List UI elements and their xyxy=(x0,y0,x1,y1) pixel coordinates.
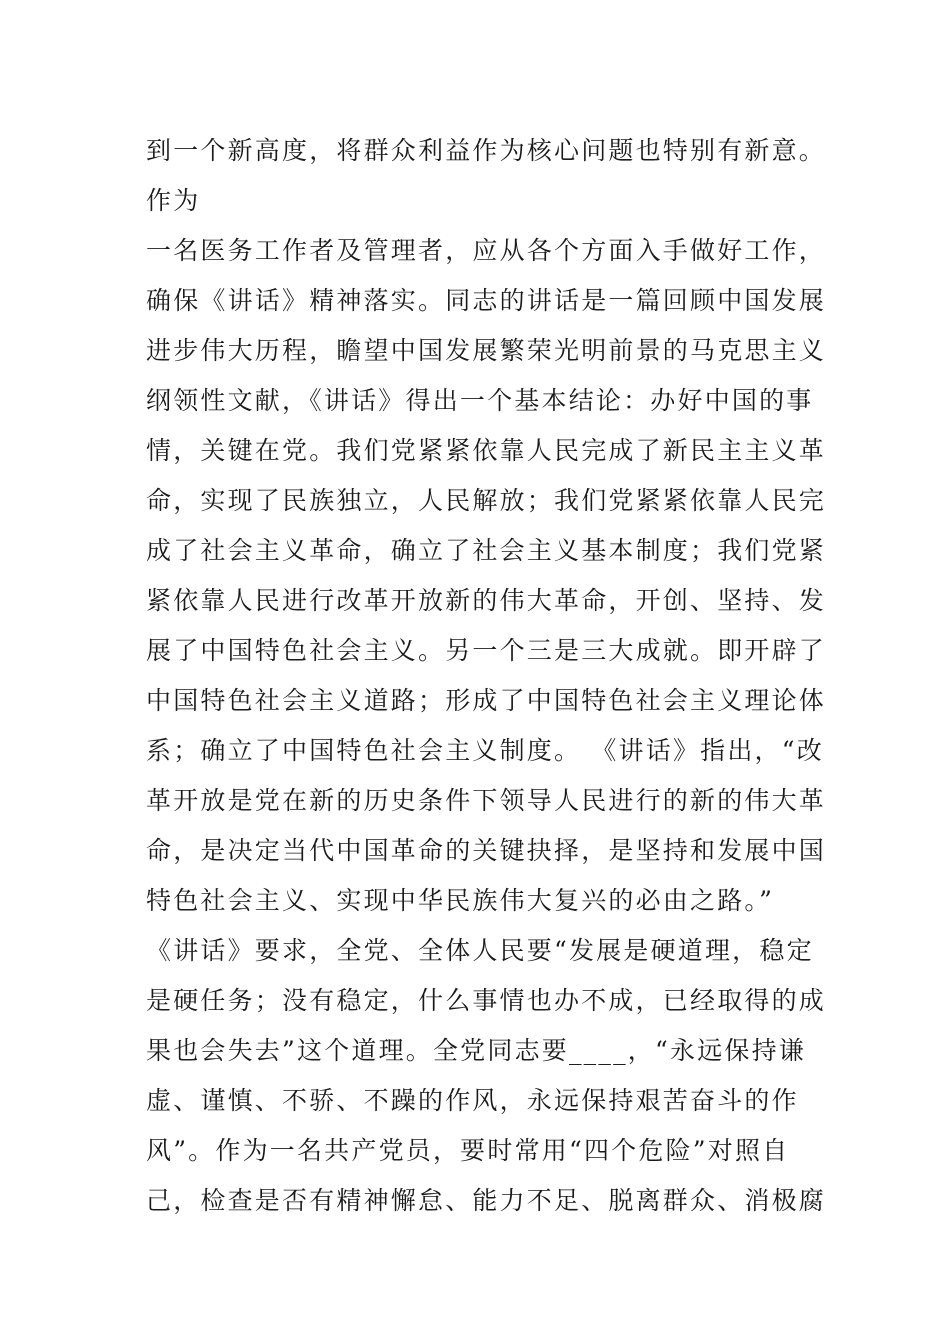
text-line: 特色社会主义、实现中华民族伟大复兴的必由之路。” xyxy=(146,886,775,915)
text-line: 革开放是党在新的历史条件下领导人民进行的新的伟大革 xyxy=(146,786,827,815)
text-line: 到一个新高度，将群众利益作为核心问题也特别有新意。 xyxy=(146,136,827,165)
text-line: 风”。作为一名共产党员，要时常用“四个危险”对照自 xyxy=(146,1136,790,1165)
text-line: 命，实现了民族独立，人民解放；我们党紧紧依靠人民完 xyxy=(146,486,827,515)
text-line: 成了社会主义革命，确立了社会主义基本制度；我们党紧 xyxy=(146,536,827,565)
text-line: 己，检查是否有精神懈怠、能力不足、脱离群众、消极腐 xyxy=(146,1186,827,1215)
document-body-text xyxy=(146,126,827,1226)
text-line: 一名医务工作者及管理者，应从各个方面入手做好工作， xyxy=(146,236,827,265)
text-line: 果也会失去”这个道理。全党同志要____，“永远保持谦 xyxy=(146,1036,806,1065)
text-line: 中国特色社会主义道路；形成了中国特色社会主义理论体 xyxy=(146,686,827,715)
text-line: 系；确立了中国特色社会主义制度。 《讲话》指出，“改 xyxy=(146,736,824,765)
text-line: 展了中国特色社会主义。另一个三是三大成就。即开辟了 xyxy=(146,636,827,665)
text-line: 是硬任务；没有稳定，什么事情也办不成，已经取得的成 xyxy=(146,986,827,1015)
text-line: 进步伟大历程，瞻望中国发展繁荣光明前景的马克思主义 xyxy=(146,336,827,365)
text-line: 作为 xyxy=(146,186,201,215)
text-line: 纲领性文献，《讲话》得出一个基本结论：办好中国的事 xyxy=(146,386,814,415)
text-line: 紧依靠人民进行改革开放新的伟大革命，开创、坚持、发 xyxy=(146,586,827,615)
text-line: 《讲话》要求，全党、全体人民要“发展是硬道理，稳定 xyxy=(146,936,814,965)
text-line: 命，是决定当代中国革命的关键抉择，是坚持和发展中国 xyxy=(146,836,827,865)
text-line: 确保《讲话》精神落实。同志的讲话是一篇回顾中国发展 xyxy=(146,286,827,315)
text-line: 情，关键在党。我们党紧紧依靠人民完成了新民主主义革 xyxy=(146,436,827,465)
text-line: 虚、谨慎、不骄、不躁的作风，永远保持艰苦奋斗的作 xyxy=(146,1086,799,1115)
